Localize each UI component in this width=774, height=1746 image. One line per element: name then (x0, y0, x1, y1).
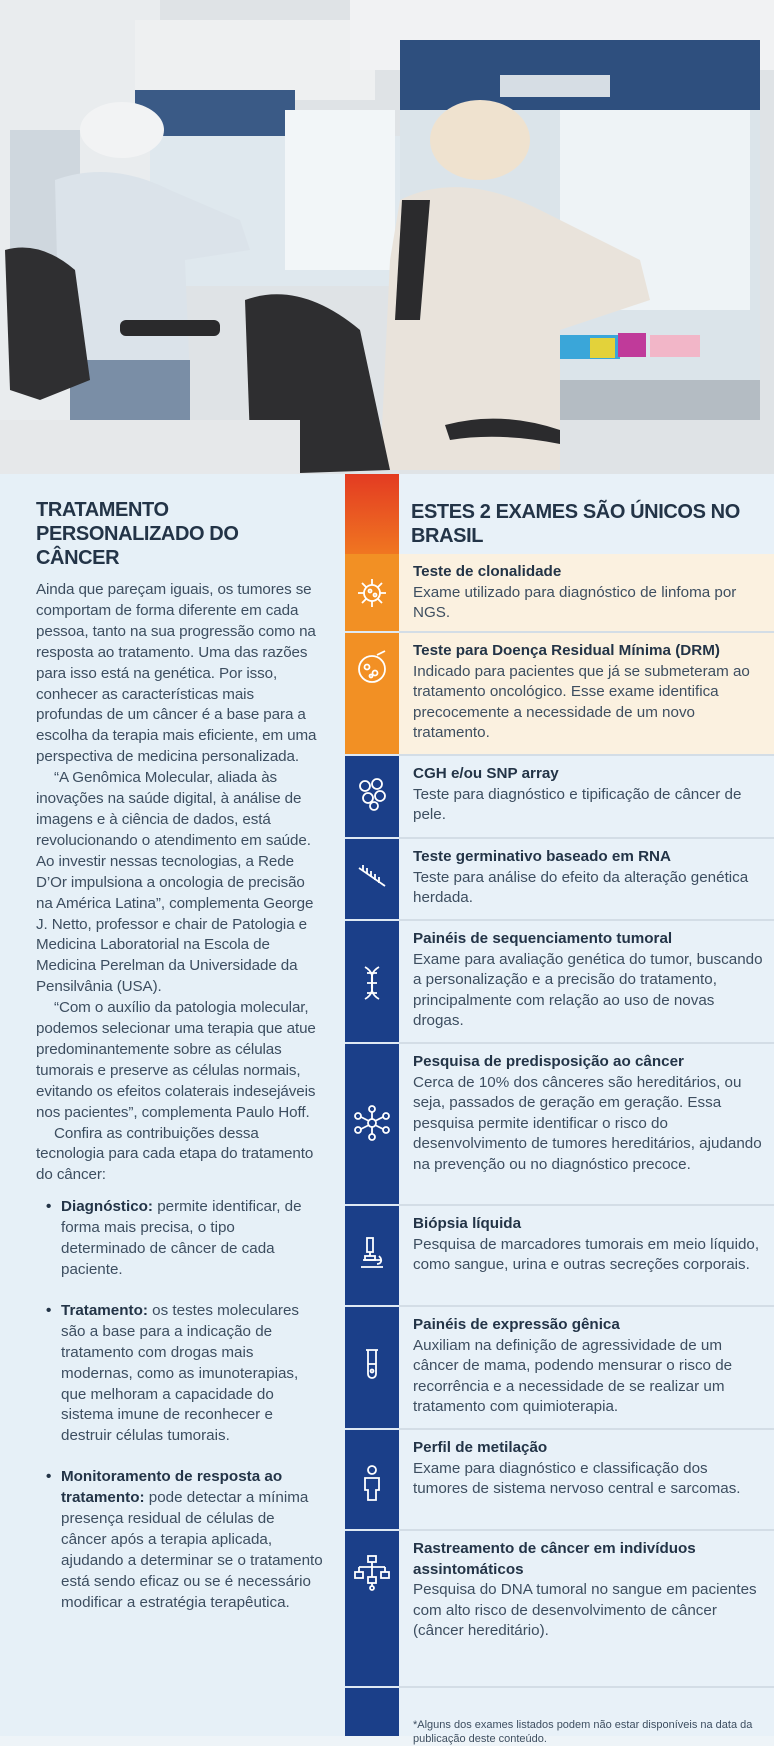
exam-row (399, 633, 774, 754)
article-title: TRATAMENTO PERSONALIZADO DO CÂNCER (36, 499, 239, 569)
icon-strip (345, 474, 399, 1736)
family-tree-icon (353, 1554, 391, 1592)
bullet-icon: • (46, 1301, 52, 1319)
list-item (46, 1301, 323, 1447)
availability-footnote: *Alguns dos exames listados podem não estar disponíveis na data da publicação deste conteúdo. (413, 1719, 753, 1745)
bullet-label: Diagnóstico: (61, 1198, 153, 1216)
divider (345, 754, 399, 756)
list-item (46, 1467, 323, 1613)
molecule-icon (353, 1104, 391, 1142)
exam-row (399, 1531, 774, 1686)
divider (345, 1686, 399, 1688)
exam-title: Painéis de sequenciamento tumoral (413, 930, 673, 947)
exam-description: Pesquisa do DNA tumoral no sangue em pacientes com alto risco de desenvolvimento de câncer (câncer hereditário). (413, 1581, 757, 1639)
rna-strand-icon (353, 856, 391, 894)
divider (345, 1204, 399, 1206)
exam-description: Exame para diagnóstico e classificação dos tumores de sistema nervoso central e sarcomas. (413, 1459, 741, 1497)
exam-title: Teste para Doença Residual Mínima (DRM) (413, 642, 720, 659)
divider (345, 631, 399, 633)
exam-row (399, 839, 774, 919)
exam-row (399, 1206, 774, 1305)
divider (345, 1428, 399, 1430)
exam-title: Perfil de metilação (413, 1439, 548, 1456)
exams-panel (399, 474, 774, 1745)
exam-row (399, 756, 774, 837)
exam-row (399, 554, 774, 631)
exam-description: Indicado para pacientes que já se submeteram ao tratamento oncológico. Esse exame identifica precocemente a necessidade de um novo tratamento. (413, 662, 750, 741)
laboratory-scene (0, 0, 774, 474)
divider (345, 1042, 399, 1044)
exam-description: Exame para avaliação genética do tumor, buscando a personalização e a precisão do tratamento, principalmente com relação ao uso de novas drogas. (413, 950, 763, 1029)
exam-title: Rastreamento de câncer em indivíduos assintomáticos (413, 1540, 696, 1578)
exam-title: Painéis de expressão gênica (413, 1316, 620, 1333)
exam-row (399, 1307, 774, 1428)
laboratory-photo (0, 0, 774, 474)
bullet-label: Tratamento: (61, 1301, 148, 1319)
dna-icon (353, 964, 391, 1002)
bullet-icon: • (46, 1468, 52, 1486)
exam-title: Teste germinativo baseado em RNA (413, 848, 671, 865)
strip-header-band (345, 474, 399, 554)
divider (345, 1529, 399, 1531)
exam-title: Pesquisa de predisposição ao câncer (413, 1053, 684, 1070)
benefits-list (36, 1197, 323, 1613)
exam-description: Exame utilizado para diagnóstico de linfoma por NGS. (413, 583, 737, 621)
exam-description: Teste para análise do efeito da alteração genética herdada. (413, 868, 749, 906)
article-paragraph: Ainda que pareçam iguais, os tumores se comportam de forma diferente em cada pessoa, tanto na sua progressão como na resposta ao tratamento. Uma das razões para isso está na genética. Por isso, conhecer as características mais profundas de um câncer é a base para a escolha da terapia mais eficiente, em uma perspectiva de medicina personalizada. (36, 581, 317, 766)
bullet-text: os testes moleculares são a base para a indicação de tratamento com drogas mais modernas, como as imunoterapias, que melhoram a capacidade do sistema imune de reconhecer e destruir células tumorais. (61, 1301, 300, 1445)
human-figure-icon (353, 1464, 391, 1502)
divider (399, 1686, 774, 1688)
divider (345, 919, 399, 921)
virus-icon (353, 574, 391, 612)
bullet-text: pode detectar a mínima presença residual de células de câncer após a terapia aplicada, ajudando a determinar se o tratamento está sendo eficaz ou se é necessário modificar a estratégia terapêutica. (61, 1489, 323, 1611)
personalized-treatment-article (0, 474, 345, 1736)
exam-description: Teste para diagnóstico e tipificação de câncer de pele. (413, 785, 742, 823)
divider (345, 1305, 399, 1307)
cell-cluster-icon (353, 774, 391, 812)
exams-title: ESTES 2 EXAMES SÃO ÚNICOS NO BRASIL (411, 501, 740, 547)
list-item (46, 1197, 323, 1281)
exam-title: CGH e/ou SNP array (413, 765, 559, 782)
bullet-label: Monitoramento de resposta ao tratamento: (61, 1468, 283, 1507)
test-tube-icon (353, 1346, 391, 1384)
article-paragraph: “Com o auxílio da patologia molecular, podemos selecionar uma terapia que atue predominantemente sobre as células tumorais e preserve as células normais, evitando os efeitos colaterais indesejáveis nos pacientes”, complementa Paulo Hoff. (36, 999, 316, 1121)
exam-description: Pesquisa de marcadores tumorais em meio líquido, como sangue, urina e outras secreções corporais. (413, 1235, 760, 1273)
divider (345, 837, 399, 839)
exam-row (399, 921, 774, 1042)
exam-row (399, 1430, 774, 1529)
exam-title: Teste de clonalidade (413, 563, 562, 580)
microscope-icon (353, 1234, 391, 1272)
petri-dish-icon (353, 649, 391, 687)
exam-description: Cerca de 10% dos cânceres são hereditários, ou seja, passados de geração em geração. Essa pesquisa permite identificar o risco do desenvolvimento de tumores hereditários, ajudando na prevenção ou no diagnóstico precoce. (413, 1073, 762, 1173)
bullet-text: permite identificar, de forma mais precisa, o tipo determinado de câncer de cada paciente. (61, 1198, 302, 1278)
exam-row (399, 1044, 774, 1204)
exam-title: Biópsia líquida (413, 1215, 522, 1232)
article-paragraph: “A Genômica Molecular, aliada às inovações na saúde digital, à análise de imagens e à ciência de dados, está revolucionando o atendimento em saúde. Ao investir nessas tecnologias, a Rede D’Or impulsiona a oncologia de precisão na América Latina”, complementa George J. Netto, professor e chair de Patologia e Medicina Laboratorial na Escola de Medicina Perelman da Universidade da Pensilvânia (USA). (36, 769, 314, 996)
exam-description: Auxiliam na definição de agressividade de um câncer de mama, podendo mensurar o risco de recorrência e a necessidade de se realizar um tratamento com quimioterapia. (413, 1336, 733, 1415)
bullet-icon: • (46, 1198, 52, 1216)
article-paragraph: Confira as contribuições dessa tecnologia para cada etapa do tratamento do câncer: (36, 1124, 314, 1184)
